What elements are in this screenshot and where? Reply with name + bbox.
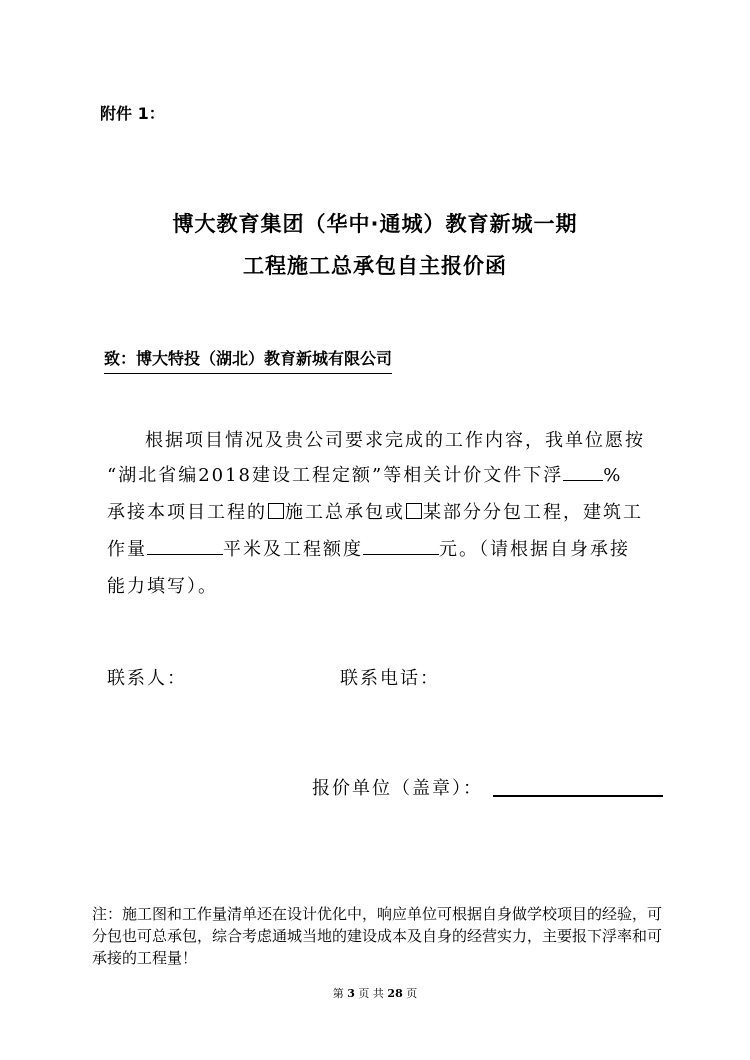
page-suffix: 页 [406,987,418,1000]
body-line-4 [107,535,630,561]
body-line-2-text: “湖北省编2018建设工程定额”等相关计价文件下浮 [107,465,564,486]
contact-person-label: 联系人： [107,668,187,689]
amount-blank[interactable] [363,536,439,555]
quote-unit-label: 报价单位（盖章）： [312,778,483,799]
body-line-3-text-a: 承接本项目工程的 [107,502,267,523]
body-line-4-text-c: 元。（请根据自身承接 [439,539,630,560]
page-number [0,985,750,1001]
body-line-2 [107,461,622,487]
footnote: 注：施工图和工作量清单还在设计优化中，响应单位可根据自身做学校项目的经验，可分包也可总承包，综合考虑通城当地的建设成本及自身的经营实力，主要报下浮率和可承接的工程量！ [92,905,663,967]
document-title-line2: 工程施工总承包自主报价函 [243,254,507,278]
body-line-3-text-b: 施工总承包或 [285,502,405,523]
subcontract-checkbox[interactable] [406,503,422,519]
page-prefix: 第 [332,987,344,1000]
area-blank[interactable] [147,536,223,555]
body-line-1: 根据项目情况及贵公司要求完成的工作内容，我单位愿按 [145,430,645,451]
body-line-4-text-a: 作量 [107,539,147,560]
body-line-5: 能力填写）。 [107,576,218,597]
addressee: 致：博大特投（湖北）教育新城有限公司 [104,346,392,374]
page-current: 3 [347,987,355,1000]
body-line-3-text-c: 某部分分包工程，建筑工 [423,502,643,523]
general-contract-checkbox[interactable] [268,503,284,519]
contact-phone-label: 联系电话： [340,668,440,689]
body-line-4-text-b: 平米及工程额度 [223,539,363,560]
attachment-label: 附件 1： [100,104,165,123]
document-title-line1: 博大教育集团（华中·通城）教育新城一期 [172,212,578,236]
body-line-3 [107,498,643,524]
page-mid: 页 共 [358,987,384,1000]
discount-rate-blank[interactable] [563,462,603,481]
seal-signature-line[interactable] [493,795,663,797]
percent-sign: % [603,465,623,486]
page-total: 28 [387,987,403,1000]
